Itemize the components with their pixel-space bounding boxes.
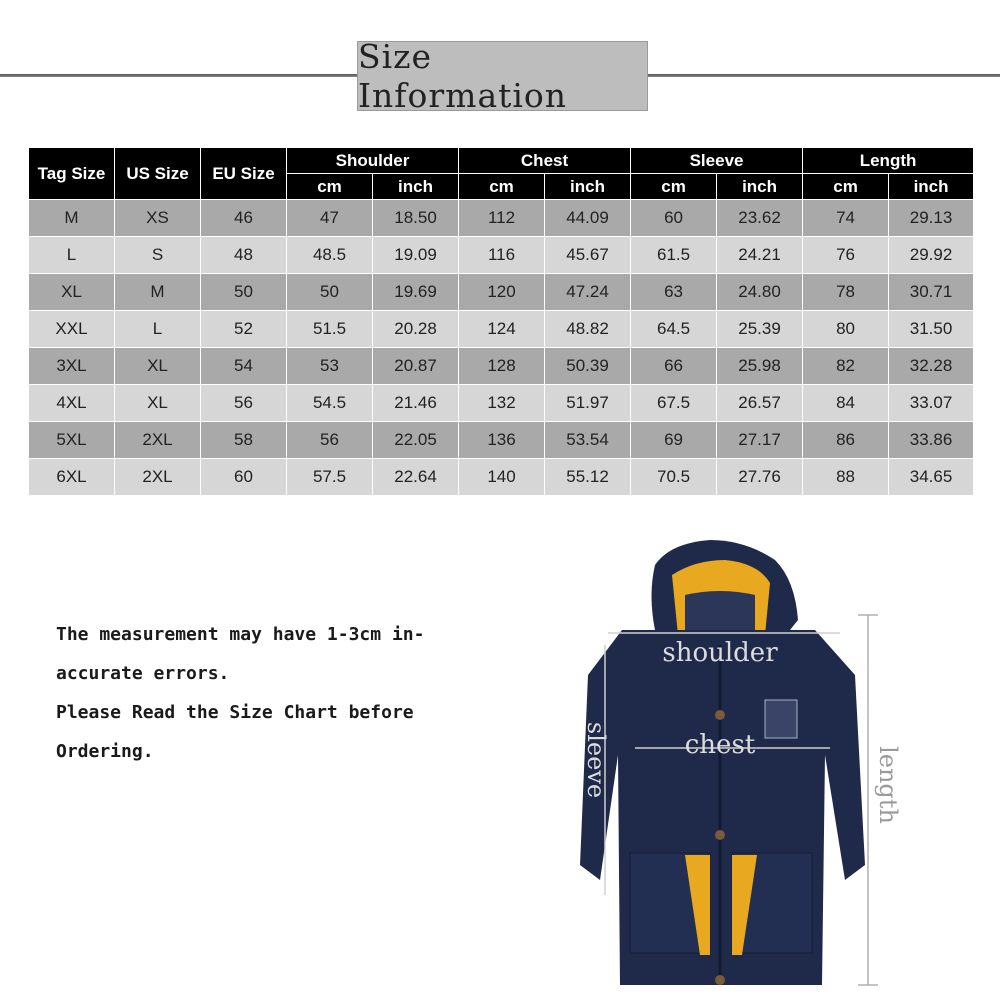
cell-shoulder-cm: 56 bbox=[287, 422, 373, 459]
note-line-2: accurate errors. bbox=[56, 663, 230, 684]
cell-shoulder-cm: 48.5 bbox=[287, 237, 373, 274]
cell-us-size: XL bbox=[115, 385, 201, 422]
header-sleeve-inch: inch bbox=[717, 174, 803, 200]
cell-sleeve-cm: 67.5 bbox=[631, 385, 717, 422]
cell-shoulder-inch: 20.87 bbox=[373, 348, 459, 385]
cell-eu-size: 54 bbox=[201, 348, 287, 385]
size-table bbox=[28, 147, 974, 496]
title-banner bbox=[357, 37, 648, 115]
cell-us-size: 2XL bbox=[115, 459, 201, 496]
cell-eu-size: 56 bbox=[201, 385, 287, 422]
page-title: Size Information bbox=[358, 37, 568, 115]
cell-sleeve-cm: 63 bbox=[631, 274, 717, 311]
table-row bbox=[29, 348, 974, 385]
cell-us-size: XS bbox=[115, 200, 201, 237]
cell-sleeve-inch: 27.76 bbox=[717, 459, 803, 496]
cell-length-inch: 29.13 bbox=[889, 200, 974, 237]
cell-shoulder-inch: 22.64 bbox=[373, 459, 459, 496]
cell-sleeve-cm: 61.5 bbox=[631, 237, 717, 274]
cell-eu-size: 46 bbox=[201, 200, 287, 237]
cell-sleeve-cm: 64.5 bbox=[631, 311, 717, 348]
cell-tag-size: 5XL bbox=[29, 422, 115, 459]
header-shoulder-inch: inch bbox=[373, 174, 459, 200]
sleeve-label: sleeve bbox=[582, 721, 610, 799]
length-label: length bbox=[874, 746, 902, 824]
table-row bbox=[29, 200, 974, 237]
jacket-button bbox=[715, 975, 725, 985]
table-row bbox=[29, 311, 974, 348]
table-row bbox=[29, 385, 974, 422]
cell-chest-inch: 51.97 bbox=[545, 385, 631, 422]
cell-tag-size: XXL bbox=[29, 311, 115, 348]
cell-shoulder-inch: 18.50 bbox=[373, 200, 459, 237]
cell-chest-inch: 44.09 bbox=[545, 200, 631, 237]
cell-tag-size: 4XL bbox=[29, 385, 115, 422]
cell-eu-size: 48 bbox=[201, 237, 287, 274]
header-length-cm: cm bbox=[803, 174, 889, 200]
cell-length-inch: 30.71 bbox=[889, 274, 974, 311]
cell-chest-cm: 132 bbox=[459, 385, 545, 422]
cell-chest-cm: 128 bbox=[459, 348, 545, 385]
cell-eu-size: 50 bbox=[201, 274, 287, 311]
cell-us-size: M bbox=[115, 274, 201, 311]
jacket-measurement-figure bbox=[560, 535, 940, 995]
cell-length-cm: 78 bbox=[803, 274, 889, 311]
cell-us-size: 2XL bbox=[115, 422, 201, 459]
cell-length-inch: 31.50 bbox=[889, 311, 974, 348]
cell-chest-cm: 112 bbox=[459, 200, 545, 237]
cell-tag-size: 6XL bbox=[29, 459, 115, 496]
cell-sleeve-inch: 27.17 bbox=[717, 422, 803, 459]
cell-tag-size: M bbox=[29, 200, 115, 237]
cell-us-size: L bbox=[115, 311, 201, 348]
table-row bbox=[29, 459, 974, 496]
cell-shoulder-cm: 57.5 bbox=[287, 459, 373, 496]
cell-shoulder-inch: 19.69 bbox=[373, 274, 459, 311]
header-shoulder: Shoulder bbox=[287, 148, 459, 174]
cell-chest-inch: 50.39 bbox=[545, 348, 631, 385]
cell-chest-inch: 47.24 bbox=[545, 274, 631, 311]
cell-shoulder-inch: 22.05 bbox=[373, 422, 459, 459]
cell-shoulder-cm: 50 bbox=[287, 274, 373, 311]
cell-chest-cm: 124 bbox=[459, 311, 545, 348]
cell-shoulder-inch: 19.09 bbox=[373, 237, 459, 274]
header-tag-size: Tag Size bbox=[29, 148, 115, 200]
cell-sleeve-cm: 69 bbox=[631, 422, 717, 459]
table-row bbox=[29, 237, 974, 274]
header-chest: Chest bbox=[459, 148, 631, 174]
cell-sleeve-cm: 60 bbox=[631, 200, 717, 237]
jacket-badge-icon bbox=[765, 700, 797, 738]
note-line-3: Please Read the Size Chart before bbox=[56, 702, 414, 723]
cell-length-cm: 84 bbox=[803, 385, 889, 422]
jacket-button bbox=[715, 710, 725, 720]
shoulder-label: shoulder bbox=[662, 638, 778, 668]
cell-sleeve-inch: 25.98 bbox=[717, 348, 803, 385]
header-sleeve-cm: cm bbox=[631, 174, 717, 200]
cell-sleeve-inch: 25.39 bbox=[717, 311, 803, 348]
cell-length-inch: 32.28 bbox=[889, 348, 974, 385]
cell-length-cm: 74 bbox=[803, 200, 889, 237]
cell-shoulder-cm: 51.5 bbox=[287, 311, 373, 348]
cell-length-cm: 80 bbox=[803, 311, 889, 348]
cell-length-cm: 86 bbox=[803, 422, 889, 459]
cell-chest-cm: 116 bbox=[459, 237, 545, 274]
cell-chest-cm: 140 bbox=[459, 459, 545, 496]
cell-shoulder-cm: 53 bbox=[287, 348, 373, 385]
cell-length-inch: 33.86 bbox=[889, 422, 974, 459]
cell-sleeve-cm: 70.5 bbox=[631, 459, 717, 496]
note-line-1: The measurement may have 1-3cm in- bbox=[56, 624, 425, 645]
cell-chest-cm: 136 bbox=[459, 422, 545, 459]
cell-shoulder-cm: 47 bbox=[287, 200, 373, 237]
cell-chest-cm: 120 bbox=[459, 274, 545, 311]
cell-sleeve-inch: 26.57 bbox=[717, 385, 803, 422]
header-sleeve: Sleeve bbox=[631, 148, 803, 174]
cell-eu-size: 60 bbox=[201, 459, 287, 496]
cell-eu-size: 52 bbox=[201, 311, 287, 348]
cell-sleeve-inch: 23.62 bbox=[717, 200, 803, 237]
table-row bbox=[29, 274, 974, 311]
cell-tag-size: L bbox=[29, 237, 115, 274]
cell-tag-size: XL bbox=[29, 274, 115, 311]
cell-length-inch: 34.65 bbox=[889, 459, 974, 496]
header-eu-size: EU Size bbox=[201, 148, 287, 200]
jacket-illustration bbox=[560, 535, 940, 995]
cell-chest-inch: 48.82 bbox=[545, 311, 631, 348]
jacket-body bbox=[580, 630, 865, 985]
cell-us-size: XL bbox=[115, 348, 201, 385]
note-line-4: Ordering. bbox=[56, 741, 154, 762]
header-chest-cm: cm bbox=[459, 174, 545, 200]
cell-chest-inch: 53.54 bbox=[545, 422, 631, 459]
chest-label: chest bbox=[684, 730, 756, 760]
cell-sleeve-cm: 66 bbox=[631, 348, 717, 385]
header-length: Length bbox=[803, 148, 974, 174]
cell-chest-inch: 45.67 bbox=[545, 237, 631, 274]
header-length-inch: inch bbox=[889, 174, 974, 200]
cell-shoulder-cm: 54.5 bbox=[287, 385, 373, 422]
cell-sleeve-inch: 24.80 bbox=[717, 274, 803, 311]
cell-length-inch: 29.92 bbox=[889, 237, 974, 274]
cell-shoulder-inch: 21.46 bbox=[373, 385, 459, 422]
cell-us-size: S bbox=[115, 237, 201, 274]
table-row bbox=[29, 422, 974, 459]
cell-shoulder-inch: 20.28 bbox=[373, 311, 459, 348]
cell-length-inch: 33.07 bbox=[889, 385, 974, 422]
cell-sleeve-inch: 24.21 bbox=[717, 237, 803, 274]
size-table-body bbox=[29, 200, 974, 496]
header-us-size: US Size bbox=[115, 148, 201, 200]
cell-tag-size: 3XL bbox=[29, 348, 115, 385]
header-shoulder-cm: cm bbox=[287, 174, 373, 200]
jacket-button bbox=[715, 830, 725, 840]
measurement-note bbox=[56, 615, 496, 771]
cell-eu-size: 58 bbox=[201, 422, 287, 459]
cell-length-cm: 82 bbox=[803, 348, 889, 385]
header-chest-inch: inch bbox=[545, 174, 631, 200]
cell-length-cm: 76 bbox=[803, 237, 889, 274]
cell-chest-inch: 55.12 bbox=[545, 459, 631, 496]
cell-length-cm: 88 bbox=[803, 459, 889, 496]
